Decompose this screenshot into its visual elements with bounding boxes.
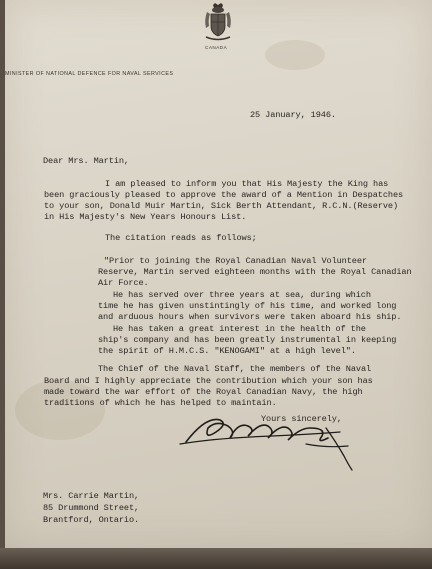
frame-edge-bottom <box>0 548 432 569</box>
citation-line: Air Force. <box>98 278 149 288</box>
paragraph-line: made toward the war effort of the Royal Canadian Navy, the high <box>44 387 363 397</box>
citation-line: He has taken a great interest in the health of the <box>113 324 366 334</box>
paragraph-line: The Chief of the Naval Staff, the members of the Naval <box>98 364 372 374</box>
paper-stain <box>265 40 325 70</box>
letterhead-country: CANADA <box>205 45 228 50</box>
paragraph-line: I am pleased to inform you that His Majesty the King has <box>105 179 389 189</box>
citation-line: and arduous hours when survivors were taken aboard his ship. <box>98 312 402 322</box>
paragraph-line: Board and I highly appreciate the contribution which your son has <box>44 376 373 386</box>
salutation: Dear Mrs. Martin, <box>43 156 129 166</box>
citation-intro: The citation reads as follows; <box>105 233 257 243</box>
address-line: Mrs. Carrie Martin, <box>43 491 140 501</box>
paragraph-line: in His Majesty's New Years Honours List. <box>44 212 247 222</box>
letterhead-office: MINISTER OF NATIONAL DEFENCE FOR NAVAL SERVICES <box>5 71 174 77</box>
address-line: 85 Drummond Street, <box>43 503 140 513</box>
handwritten-signature <box>176 398 356 476</box>
citation-line: "Prior to joining the Royal Canadian Naval Volunteer <box>104 256 367 266</box>
coat-of-arms-icon <box>201 2 235 42</box>
paragraph-line: to your son, Donald Muir Martin, Sick Berth Attendant, R.C.N.(Reserve) <box>44 201 398 211</box>
closing: Yours sincerely, <box>261 414 342 424</box>
address-line: Brantford, Ontario. <box>43 515 140 525</box>
paragraph-line: traditions of which he has helped to maintain. <box>44 398 277 408</box>
citation-line: ship's company and has been greatly instrumental in keeping <box>98 335 397 345</box>
paragraph-line: been graciously pleased to approve the award of a Mention in Despatches <box>44 190 404 200</box>
letter-date: 25 January, 1946. <box>250 110 336 120</box>
citation-line: Reserve, Martin served eighteen months with the Royal Canadian <box>98 267 412 277</box>
citation-line: time he has given unstintingly of his time, and worked long <box>98 301 397 311</box>
citation-line: the spirit of H.M.C.S. "KENOGAMI" at a high level". <box>98 346 356 356</box>
citation-line: He has served over three years at sea, during which <box>113 290 371 300</box>
